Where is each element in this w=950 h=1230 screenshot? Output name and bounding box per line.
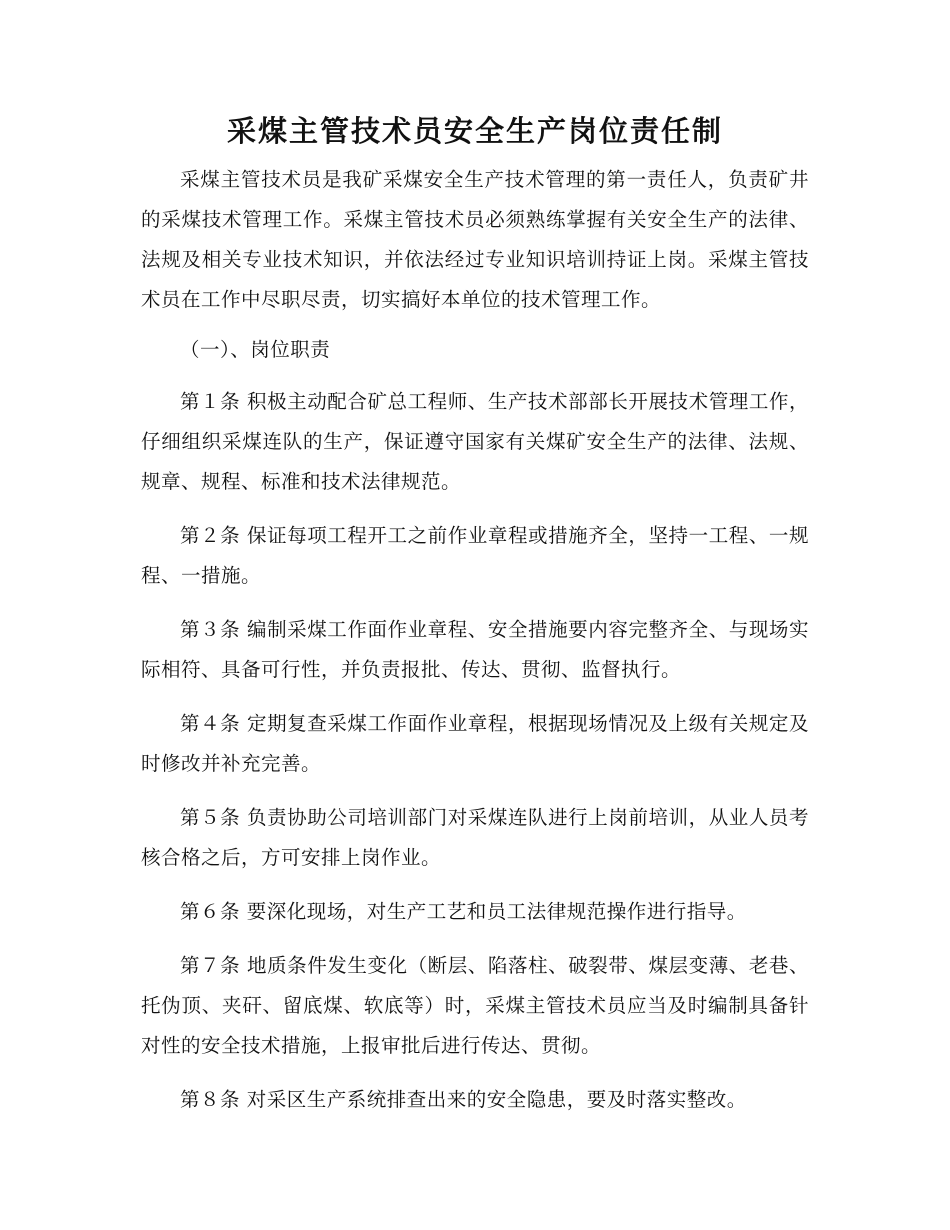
article-3: 第３条 编制采煤工作面作业章程、安全措施要内容完整齐全、与现场实际相符、具备可行性，并负责报批、传达、贯彻、监督执行。: [141, 618, 809, 681]
article-1: 第１条 积极主动配合矿总工程师、生产技术部部长开展技术管理工作，仔细组织采煤连队的生产，保证遵守国家有关煤矿安全生产的法律、法规、规章、规程、标准和技术法律规范。: [141, 390, 809, 493]
article-7: 第７条 地质条件发生变化（断层、陷落柱、破裂带、煤层变薄、老巷、托伪顶、夹矸、留底煤、软底等）时，采煤主管技术员应当及时编制具备针对性的安全技术措施，上报审批后进行传达、贯彻。: [141, 954, 809, 1057]
article-2: 第２条 保证每项工程开工之前作业章程或措施齐全，坚持一工程、一规程、一措施。: [141, 524, 809, 587]
document-title: 采煤主管技术员安全生产岗位责任制: [226, 114, 723, 148]
article-6: 第６条 要深化现场，对生产工艺和员工法律规范操作进行指导。: [180, 900, 747, 923]
section-heading: （一）、岗位职责: [180, 338, 331, 361]
intro-paragraph: 采煤主管技术员是我矿采煤安全生产技术管理的第一责任人，负责矿井的采煤技术管理工作。采煤主管技术员必须熟练掌握有关安全生产的法律、法规及相关专业技术知识，并依法经过专业知识培训持证上岗。采煤主管技术员在工作中尽职尽责，切实搞好本单位的技术管理工作。: [141, 168, 809, 311]
article-8: 第８条 对采区生产系统排查出来的安全隐患，要及时落实整改。: [180, 1088, 747, 1111]
document-body: [141, 160, 809, 1134]
article-4: 第４条 定期复查采煤工作面作业章程，根据现场情况及上级有关规定及时修改并补充完善。: [141, 712, 809, 775]
article-5: 第５条 负责协助公司培训部门对采煤连队进行上岗前培训，从业人员考核合格之后，方可安排上岗作业。: [141, 806, 809, 869]
